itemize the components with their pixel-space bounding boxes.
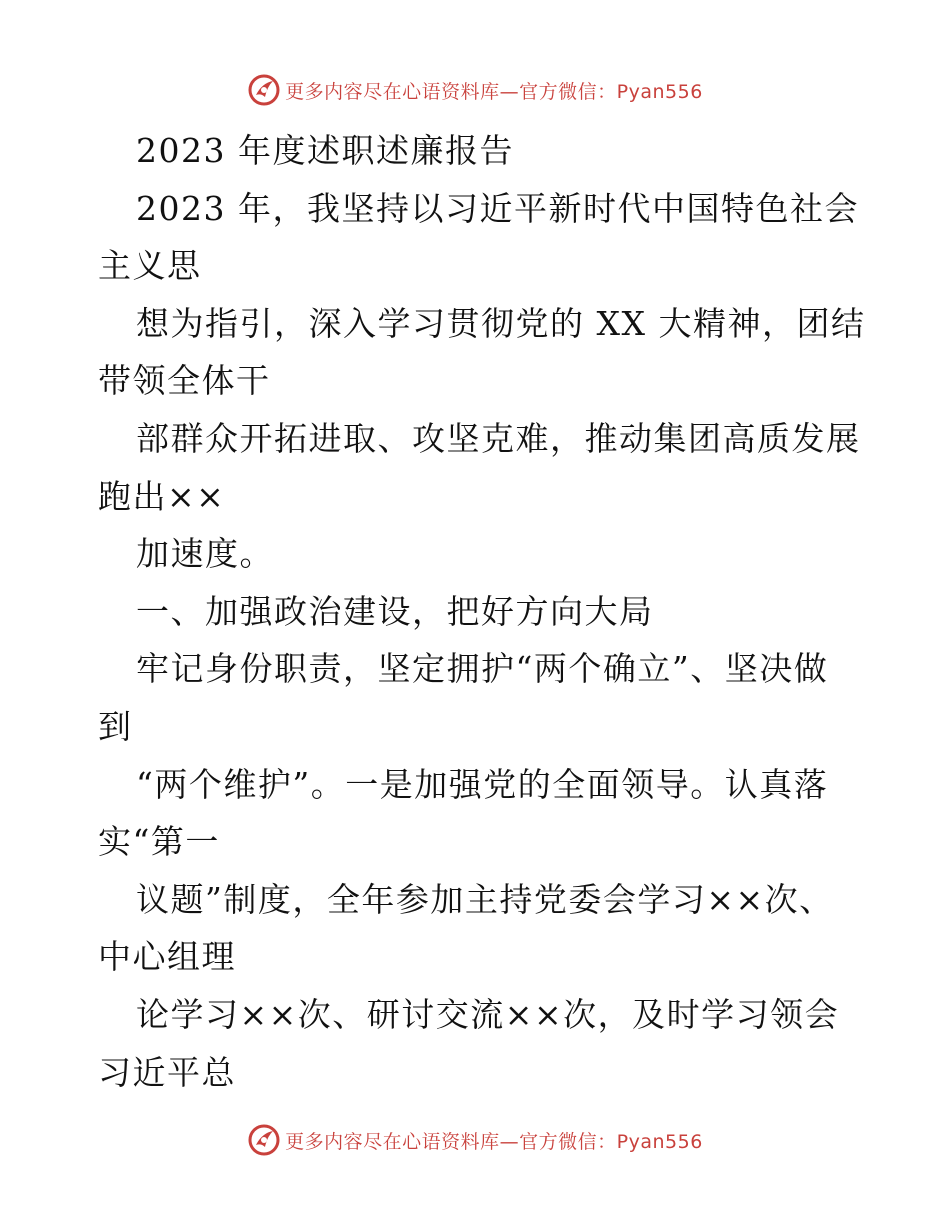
document-line: 部群众开拓进取、攻坚克难，推动集团高质发展	[136, 418, 861, 458]
footer-watermark-banner	[0, 1120, 950, 1160]
document-line: 跑出××	[98, 476, 226, 516]
header-watermark-banner	[0, 70, 950, 110]
document-line: 实“第一	[98, 822, 220, 862]
document-line: 到	[98, 706, 133, 746]
document-line: 一、加强政治建设，把好方向大局	[136, 591, 654, 631]
document-line: 牢记身份职责，坚定拥护“两个确立”、坚决做	[136, 649, 829, 689]
header-watermark-text: 更多内容尽在心语资料库—官方微信：Pyan556	[285, 80, 703, 103]
document-line: “两个维护”。一是加强党的全面领导。认真落	[136, 764, 829, 804]
document-line: 2023 年度述职述廉报告	[136, 131, 514, 170]
document-line: 2023 年，我坚持以习近平新时代中国特色社会	[136, 188, 859, 228]
document-line: 论学习××次、研讨交流××次，及时学习领会	[136, 994, 840, 1034]
red-brush-seal-icon	[247, 73, 281, 107]
document-line: 带领全体干	[98, 361, 271, 401]
document-line: 中心组理	[98, 937, 236, 977]
document-line: 加速度。	[136, 534, 274, 574]
footer-watermark-text: 更多内容尽在心语资料库—官方微信：Pyan556	[285, 1130, 703, 1153]
red-brush-seal-icon	[247, 1123, 281, 1157]
document-body	[98, 122, 866, 1101]
document-line: 想为指引，深入学习贯彻党的 XX 大精神，团结	[136, 303, 866, 343]
document-line: 议题”制度，全年参加主持党委会学习××次、	[136, 879, 834, 919]
document-line: 主义思	[98, 246, 202, 286]
document-line: 习近平总	[98, 1052, 236, 1092]
